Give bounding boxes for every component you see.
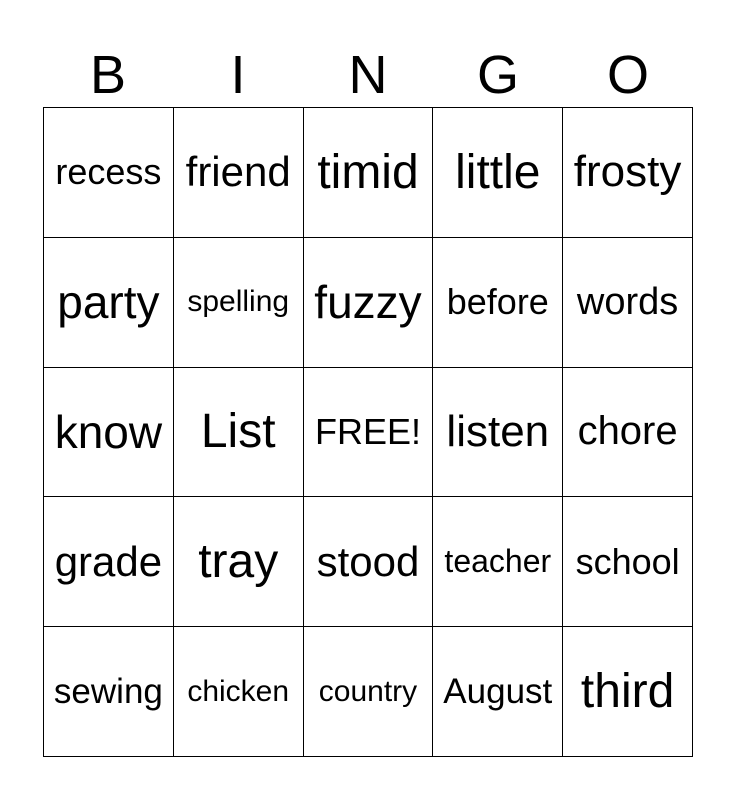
cell-word: frosty [573, 147, 682, 197]
cell-word: spelling [187, 285, 290, 319]
bingo-cell [174, 108, 304, 238]
bingo-board [43, 107, 693, 757]
bingo-cell [44, 108, 174, 238]
cell-word: know [54, 405, 163, 458]
header-letter-o: O [606, 45, 649, 105]
cell-word: timid [317, 145, 419, 199]
bingo-cell [433, 368, 563, 498]
bingo-cell [174, 238, 304, 368]
header-letter-b: B [89, 45, 127, 105]
cell-word: country [318, 674, 418, 708]
cell-word: before [446, 281, 549, 323]
cell-word: listen [446, 406, 550, 456]
bingo-cell [433, 627, 563, 757]
cell-word: grade [54, 537, 163, 585]
bingo-cell [44, 627, 174, 757]
bingo-cell [174, 497, 304, 627]
cell-word: fuzzy [314, 276, 422, 329]
cell-word: friend [185, 148, 291, 196]
bingo-cell [563, 497, 693, 627]
bingo-cell [563, 108, 693, 238]
bingo-cell [174, 368, 304, 498]
bingo-cell [563, 368, 693, 498]
bingo-cell [433, 497, 563, 627]
cell-word: third [580, 665, 675, 719]
bingo-cell [563, 627, 693, 757]
bingo-cell [433, 238, 563, 368]
free-space-cell [304, 368, 434, 498]
cell-word: List [200, 405, 276, 459]
bingo-cell [433, 108, 563, 238]
bingo-cell [304, 627, 434, 757]
bingo-cell [174, 627, 304, 757]
bingo-cell [44, 497, 174, 627]
cell-word: chore [577, 409, 678, 454]
cell-word: words [576, 280, 679, 323]
bingo-cell [304, 238, 434, 368]
bingo-cell [44, 238, 174, 368]
cell-word: sewing [53, 671, 163, 711]
free-space-label: FREE! [314, 410, 421, 452]
cell-word: chicken [187, 674, 290, 708]
cell-word: recess [55, 151, 162, 193]
cell-word: teacher [444, 543, 552, 580]
header-letter-g: G [476, 45, 519, 105]
bingo-cell [563, 238, 693, 368]
cell-word: school [575, 540, 680, 582]
cell-word: August [443, 671, 553, 711]
cell-word: tray [198, 535, 279, 589]
cell-word: little [455, 145, 541, 199]
cell-word: party [57, 276, 160, 329]
cell-word: stood [316, 537, 420, 585]
header-letter-i: I [230, 45, 246, 105]
header-letter-n: N [348, 45, 388, 105]
bingo-header [43, 42, 693, 108]
bingo-cell [304, 497, 434, 627]
bingo-cell [304, 108, 434, 238]
bingo-cell [44, 368, 174, 498]
